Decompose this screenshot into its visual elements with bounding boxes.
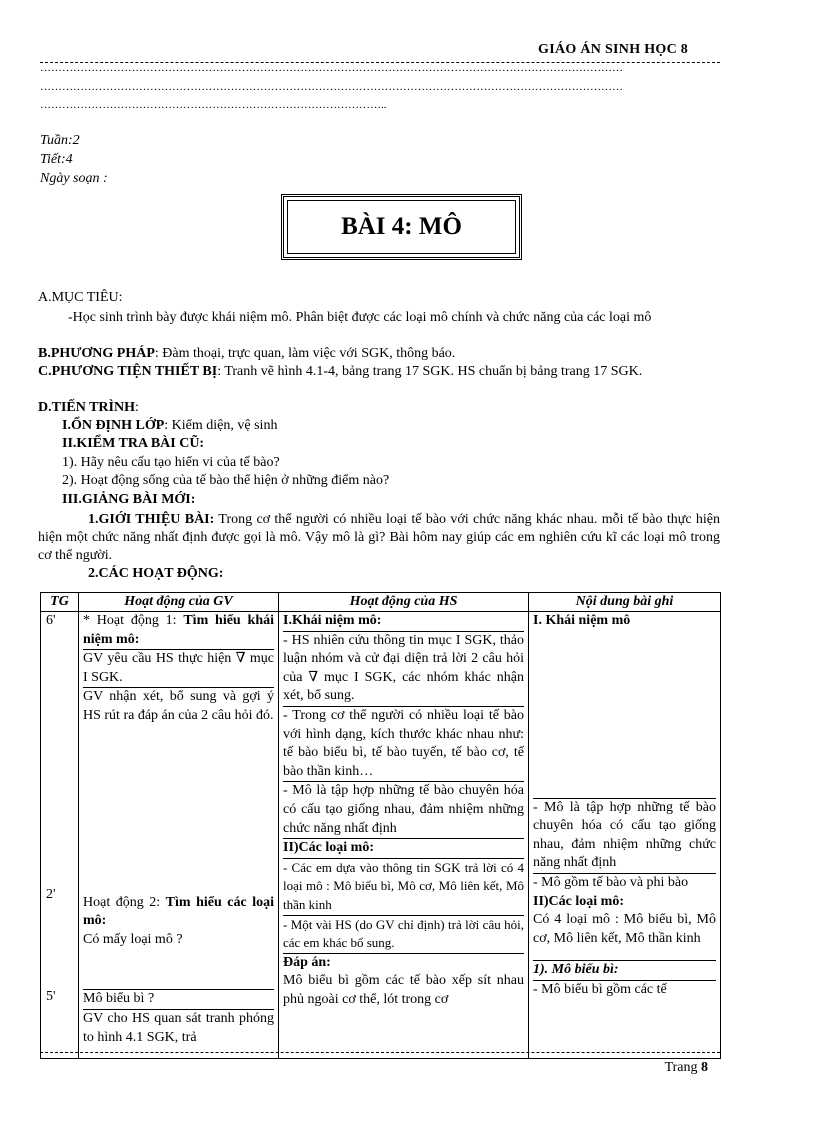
header-hs: Hoạt động của HS: [279, 593, 529, 612]
section-d-heading: [38, 400, 139, 416]
gv-act2-prefix: Hoạt động 2:: [83, 894, 166, 910]
hs-s2-p1: - Các em dựa vào thông tin SGK trả lời có 4 loại mô : Mô biểu bì, Mô cơ, Mô liên kết, Mô thần kinh: [283, 858, 524, 915]
gv-act3-text: GV cho HS quan sát tranh phóng to hình 4.1 SGK, trả: [83, 1009, 274, 1047]
document-header-title: GIÁO ÁN SINH HỌC 8: [538, 42, 689, 57]
gv-act1-prefix: * Hoạt động 1:: [83, 613, 184, 628]
section-d1-text: : Kiểm diện, vệ sinh: [164, 418, 278, 433]
header-tg: TG: [41, 593, 79, 612]
gv-cell: [79, 612, 279, 1059]
nd-title-3: 1). Mô biểu bì:: [533, 960, 716, 980]
hs-s3-title: Đáp án:: [283, 953, 524, 973]
lesson-title: BÀI 4: MÔ: [287, 200, 516, 254]
section-d1-label: I.ỔN ĐỊNH LỚP: [62, 418, 165, 433]
page-value: 8: [701, 1060, 708, 1075]
nd-title-2: II)Các loại mô:: [533, 893, 624, 909]
activities-heading: 2.CÁC HOẠT ĐỘNG:: [88, 566, 224, 581]
hs-s1-title: I.Khái niệm mô:: [283, 613, 382, 628]
section-a-heading: [38, 290, 123, 306]
dotted-line-3: …………………………………………………………………………………..: [40, 99, 387, 111]
page-label: Trang: [664, 1060, 698, 1075]
gv-act1-heading: [83, 612, 274, 649]
section-c-label: C.PHƯƠNG TIỆN THIẾT BỊ: [38, 364, 218, 379]
dotted-line-1: ……………………………………………………………………………………………………………………………………………: [40, 62, 623, 74]
lesson-title-box: [281, 194, 522, 260]
nd-p4: - Mô biểu bì gồm các tế: [533, 980, 716, 1000]
gv-act3-question: Mô biểu bì ?: [83, 989, 274, 1009]
section-d-label: D.TIẾN TRÌNH: [38, 400, 135, 415]
gv-act1-p2: GV nhận xét, bổ sung và gợi ý HS rút ra đáp án của 2 câu hỏi đó.: [83, 687, 274, 725]
hs-cell: [279, 612, 529, 1059]
intro-text: Trong cơ thể người có nhiều loại tế bào với chức năng khác nhau. mỗi tế bào thực hiện hiện một chức năng nhất định được gọi là mô. Vậy mô là gì? Bài hôm nay giúp các em nghiên cứu kĩ các loại mô trong cơ thể người.: [38, 512, 720, 563]
tg-cell: [41, 612, 79, 1059]
table-row: [41, 612, 721, 1059]
header-nd: Nội dung bài ghi: [529, 593, 721, 612]
nd-p2: - Mô gồm tế bào và phi bào: [533, 873, 716, 893]
table-header-row: [41, 593, 721, 612]
gv-act2-bold: Tìm hiểu các loại mô:: [83, 894, 274, 929]
review-question-1: 1). Hãy nêu cấu tạo hiển vi của tế bào?: [62, 455, 280, 470]
intro-paragraph: [38, 511, 720, 565]
section-b: [38, 346, 455, 362]
nd-p3: Có 4 loại mô : Mô biểu bì, Mô cơ, Mô liên kết, Mô thần kinh: [533, 912, 716, 946]
hs-s2-title: II)Các loại mô:: [283, 838, 524, 858]
gv-act2-question: Có mấy loại mô ?: [83, 931, 183, 947]
period-label: Tiết:4: [40, 152, 73, 167]
tg-act1: 6': [46, 613, 56, 628]
nd-p1: - Mô là tập hợp những tế bào chuyên hóa có cấu tạo giống nhau, đảm nhiệm những chức năng nhất định: [533, 798, 716, 873]
date-label: Ngày soạn :: [40, 171, 108, 186]
section-a-text: -Học sinh trình bày được khái niệm mô. Phân biệt được các loại mô chính và chức năng của các loại mô: [68, 310, 652, 325]
lesson-plan-table: [40, 592, 721, 1059]
intro-label: 1.GIỚI THIỆU BÀI:: [88, 512, 215, 527]
section-b-text: : Đàm thoại, trực quan, làm việc với SGK, thông báo.: [154, 346, 456, 361]
page-number: [665, 1060, 708, 1076]
gv-act1-p1: GV yêu cầu HS thực hiện ∇ mục I SGK.: [83, 649, 274, 687]
week-label: Tuần:2: [40, 133, 80, 148]
section-c: [38, 363, 720, 381]
review-question-2: 2). Hoạt động sống của tế bào thể hiện ở những điểm nào?: [62, 473, 390, 488]
nd-cell: [529, 612, 721, 1059]
hs-s2-p2: - Một vài HS (do GV chỉ định) trả lời câu hỏi, các em khác bổ sung.: [283, 915, 524, 953]
section-b-label: B.PHƯƠNG PHÁP: [38, 346, 155, 361]
section-d2-label: II.KIỂM TRA BÀI CŨ:: [62, 436, 205, 451]
hs-s1-p3: - Mô là tập hợp những tế bào chuyên hóa có cấu tạo giống nhau, đảm nhiệm những chức năng nhất định: [283, 781, 524, 838]
section-a-colon: :: [118, 290, 123, 305]
tg-act2: 2': [46, 887, 56, 902]
nd-title-1: I. Khái niệm mô: [533, 613, 631, 628]
tg-act3: 5': [46, 989, 56, 1004]
section-c-text: : Tranh vẽ hình 4.1-4, bảng trang 17 SGK. HS chuẩn bị bảng trang 17 SGK.: [217, 364, 643, 379]
section-d-colon: :: [135, 400, 139, 415]
dotted-line-2: ……………………………………………………………………………………………………………………………………………: [40, 81, 623, 93]
footer-divider: [40, 1052, 720, 1053]
section-d3-label: III.GIẢNG BÀI MỚI:: [62, 492, 196, 507]
hs-s1-p1: - HS nhiên cứu thông tin mục I SGK, thảo luận nhóm và cử đại diện trả lời 2 câu hỏi của ∇ mục I SGK, các nhóm khác nhận xét, bổ sung.: [283, 631, 524, 706]
gv-act1-bold: Tìm hiểu khái niệm mô:: [83, 613, 274, 647]
header-gv: Hoạt động của GV: [79, 593, 279, 612]
section-d1: [62, 418, 277, 434]
hs-s3-text: Mô biểu bì gồm các tế bào xếp sít nhau phủ ngoài cơ thể, lót trong cơ: [283, 973, 524, 1007]
gv-act2-heading: [83, 894, 274, 931]
section-a-label: A.MỤC TIÊU: [38, 290, 119, 305]
hs-s1-p2: - Trong cơ thể người có nhiều loại tế bào với hình dạng, kích thước khác nhau như: tế bào biểu bì, tế bào tuyến, tế bào cơ, tế bào thần kinh…: [283, 706, 524, 781]
